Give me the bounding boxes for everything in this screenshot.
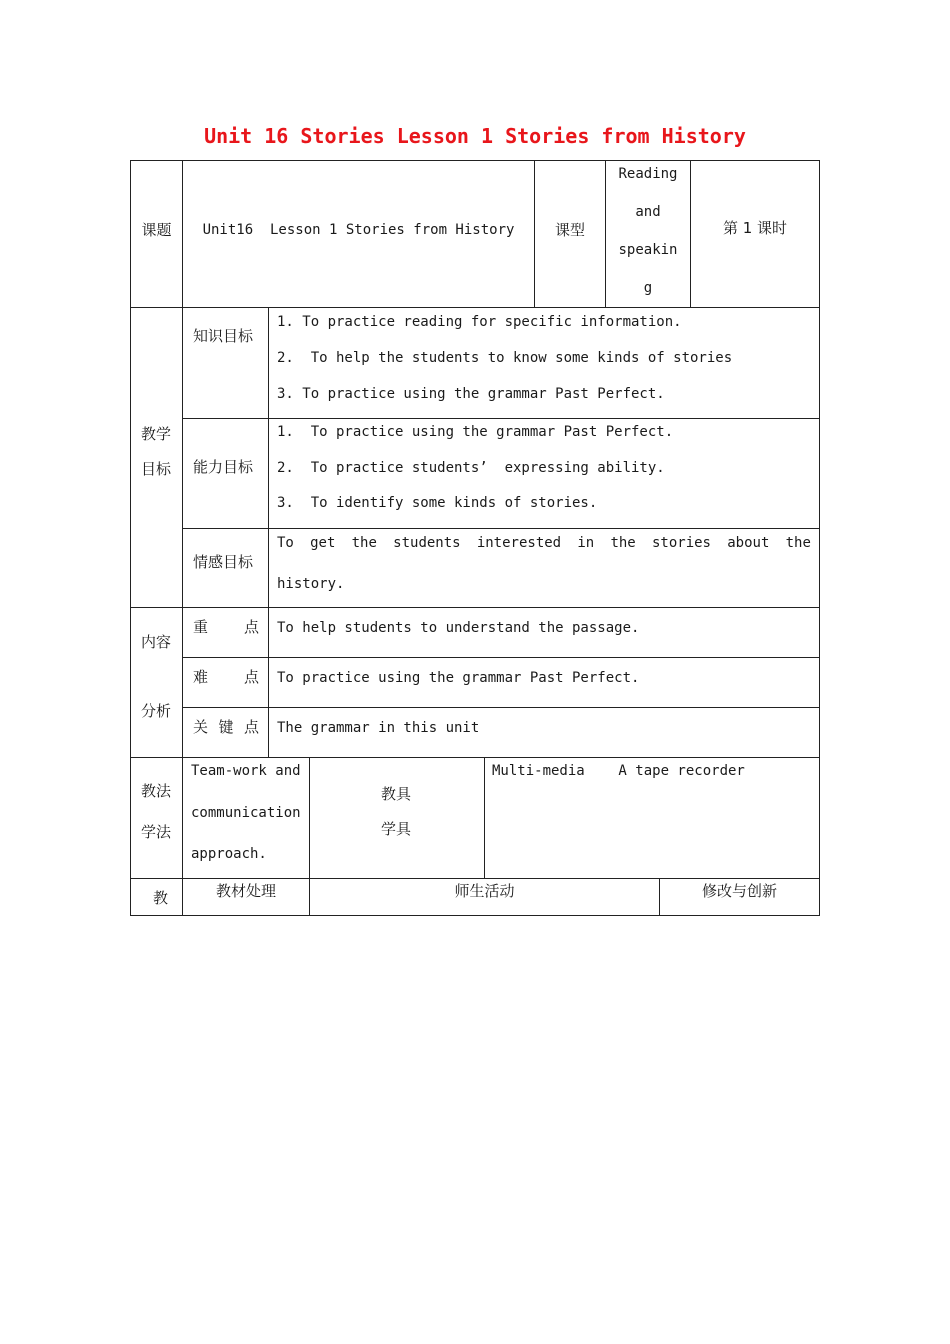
- difficult-point-label-char: 难: [193, 668, 209, 686]
- page-title: Unit 16 Stories Lesson 1 Stories from History: [204, 124, 746, 148]
- lesson-type-label: 课型: [554, 221, 585, 239]
- ability-objective-item: 1. To practice using the grammar Past Perfect.: [277, 424, 674, 440]
- emotion-word: about: [727, 535, 770, 551]
- class-period: 第 1 课时: [722, 219, 788, 237]
- table-border: [130, 757, 820, 758]
- table-border: [268, 307, 269, 757]
- key-point-label: [193, 619, 259, 635]
- crux-label: [193, 719, 259, 735]
- key-point-label-char: 重: [193, 618, 209, 636]
- tools-value: Multi-media A tape recorder: [492, 763, 745, 779]
- table-border: [130, 915, 820, 916]
- table-border: [130, 607, 820, 608]
- knowledge-objective-label: 知识目标: [193, 327, 254, 345]
- method-line: communication: [191, 805, 301, 821]
- method-line: Team-work and: [191, 763, 301, 779]
- table-border: [130, 160, 820, 161]
- emotion-word: in: [577, 535, 595, 551]
- crux-label-char: 点: [243, 718, 259, 736]
- emotion-word: the: [785, 535, 811, 551]
- difficult-point-value: To practice using the grammar Past Perfect.: [277, 670, 640, 686]
- table-border: [182, 657, 820, 658]
- lesson-type-line: speakin: [618, 242, 678, 258]
- analysis-section-label: 分析: [141, 702, 172, 720]
- key-point-value: To help students to understand the passage.: [277, 620, 640, 636]
- crux-label-char: 关: [193, 718, 209, 736]
- crux-value: The grammar in this unit: [277, 720, 480, 736]
- objectives-section-label: 教学: [141, 425, 172, 443]
- emotion-objective-line: [277, 535, 811, 551]
- method-line: approach.: [191, 846, 267, 862]
- lesson-type-line: Reading: [618, 166, 678, 182]
- table-border: [182, 418, 820, 419]
- crux-label-char: 键: [218, 718, 234, 736]
- methods-section-label: 教法: [141, 782, 172, 800]
- table-border: [819, 160, 820, 916]
- lesson-type-line: g: [643, 280, 653, 296]
- analysis-section-label: 内容: [141, 633, 172, 651]
- table-border: [182, 160, 183, 916]
- revision-innovation-header: 修改与创新: [701, 882, 777, 900]
- emotion-objective-label: 情感目标: [193, 553, 254, 571]
- tools-label: 教具: [381, 785, 412, 803]
- table-border: [182, 528, 820, 529]
- topic-value: Unit16 Lesson 1 Stories from History: [202, 222, 515, 238]
- emotion-word: To: [277, 535, 294, 551]
- knowledge-objective-item: 2. To help the students to know some kinds of stories: [277, 350, 733, 366]
- ability-objective-label: 能力目标: [193, 458, 254, 476]
- table-border: [130, 878, 820, 879]
- key-point-label-char: 点: [243, 618, 259, 636]
- knowledge-objective-item: 3. To practice using the grammar Past Perfect.: [277, 386, 665, 402]
- emotion-word: students: [393, 535, 461, 551]
- tools-label: 学具: [381, 820, 412, 838]
- topic-label: 课题: [141, 221, 172, 239]
- textbook-handling-header: 教材处理: [215, 882, 276, 900]
- difficult-point-label: [193, 669, 259, 685]
- table-border: [484, 757, 485, 878]
- lesson-type-line: and: [635, 204, 661, 220]
- ability-objective-item: 3. To identify some kinds of stories.: [277, 495, 598, 511]
- difficult-point-label-char: 点: [243, 668, 259, 686]
- methods-section-label: 学法: [141, 823, 172, 841]
- emotion-word: interested: [476, 535, 562, 551]
- objectives-section-label: 目标: [141, 460, 172, 478]
- table-border: [130, 160, 131, 916]
- table-border: [182, 707, 820, 708]
- emotion-word: the: [610, 535, 636, 551]
- emotion-word: stories: [651, 535, 711, 551]
- emotion-word: the: [351, 535, 377, 551]
- table-border: [130, 307, 820, 308]
- teaching-label: 教: [153, 889, 169, 907]
- emotion-objective-line: history.: [277, 576, 345, 592]
- emotion-word: get: [310, 535, 336, 551]
- ability-objective-item: 2. To practice students’ expressing ability.: [277, 460, 665, 476]
- teacher-student-activity-header: 师生活动: [454, 882, 515, 900]
- knowledge-objective-item: 1. To practice reading for specific information.: [277, 314, 682, 330]
